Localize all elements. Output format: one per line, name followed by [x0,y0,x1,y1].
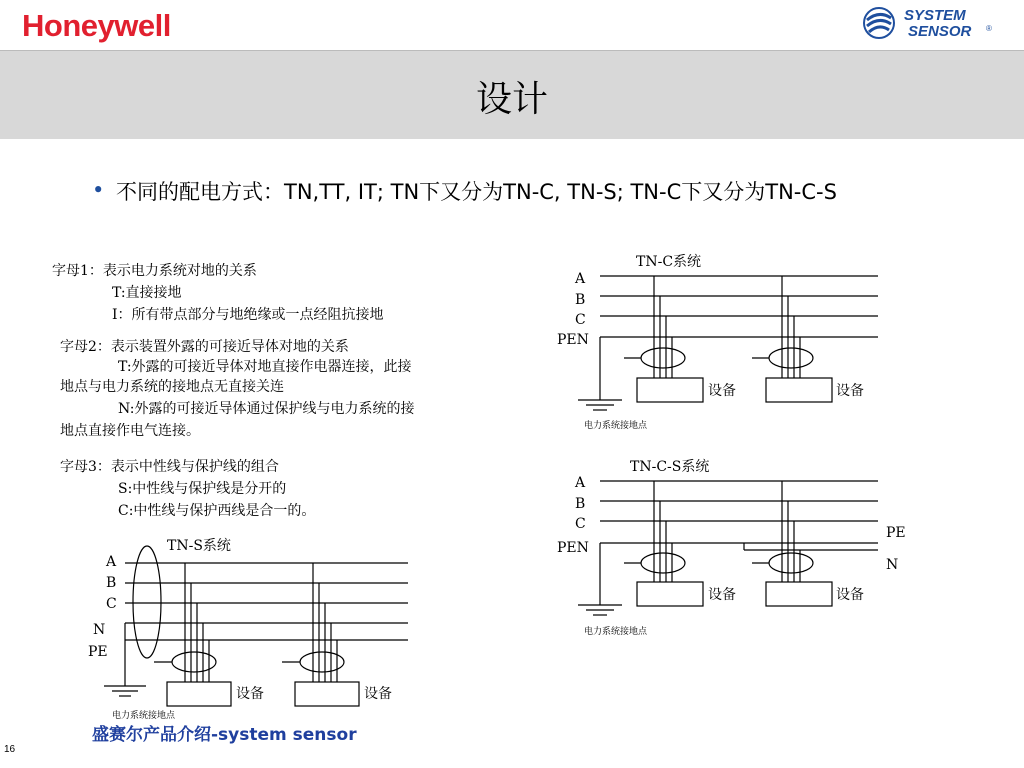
letter2-head: 字母2：表示装置外露的可接近导体对地的关系 [60,339,349,355]
tn-s-conductors [104,546,408,706]
tn-c-s-title: TN-C-S系统 [630,459,710,475]
tn-c-line-c-label: C [575,312,586,328]
tn-s-ground-label: 电力系统接地点 [112,711,176,721]
tn-c-s-line-a-label: A [575,475,586,491]
tn-c-s-line-c-label: C [575,516,586,532]
tn-c-s-pe-label: PE [886,525,906,541]
honeywell-logo: Honeywell [22,8,171,43]
bullet-marker: • [92,178,105,202]
tn-s-line-pe-label: PE [88,644,108,660]
letter2-n1: N:外露的可接近导体通过保护线与电力系统的接 [118,401,415,417]
bullet-text: 不同的配电方式：TN,TT, IT; TN下又分为TN-C, TN-S; TN-C下又分为TN-C-S [116,180,837,204]
letter2-t2: 地点与电力系统的接地点无直接关连 [60,379,284,395]
registered-mark: ® [986,24,992,33]
tn-c-device-1-label: 设备 [708,383,736,399]
tn-s-title: TN-S系统 [167,538,231,554]
letter1-i: I：所有带点部分与地绝缘或一点经阻抗接地 [112,307,384,323]
tn-c-s-line-b-label: B [575,496,586,512]
tn-s-line-n-label: N [93,622,106,638]
tn-c-ground-label: 电力系统接地点 [584,421,648,431]
tn-s-line-c-label: C [106,596,117,612]
tn-c-s-n-label: N [886,557,899,573]
tn-s-device-2-label: 设备 [364,686,392,702]
logo-word-sensor: SENSOR [908,23,972,40]
letter2-n2: 地点直接作电气连接。 [60,423,200,439]
tn-s-line-a-label: A [106,554,117,570]
page-number: 16 [4,744,16,755]
tn-s-line-b-label: B [106,575,117,591]
tn-c-s-ground-label: 电力系统接地点 [584,627,648,637]
letter3-c: C:中性线与保护西线是合一的。 [118,503,316,519]
footer-caption: 盛赛尔产品介绍-system sensor [92,725,357,745]
letter1-t: T:直接接地 [112,285,182,301]
tn-c-diagram [540,248,900,438]
letter3-head: 字母3：表示中性线与保护线的组合 [60,459,279,475]
tn-c-s-line-pen-label: PEN [557,540,589,556]
tn-c-title: TN-C系统 [636,254,702,270]
letter2-t1: T:外露的可接近导体对地直接作电器连接，此接 [118,359,412,375]
tn-c-s-diagram [540,455,910,640]
letter1-head: 字母1：表示电力系统对地的关系 [52,263,257,279]
tn-s-diagram [80,530,420,722]
tn-c-s-device-2-label: 设备 [836,587,864,603]
tn-c-s-device-1-label: 设备 [708,587,736,603]
tn-s-device-1-label: 设备 [236,686,264,702]
tn-c-line-pen-label: PEN [557,332,589,348]
system-sensor-logo [862,4,1002,44]
system-sensor-swirl-icon [862,6,896,40]
letter3-s: S:中性线与保护线是分开的 [118,481,287,497]
page-title: 设计 [475,79,548,120]
tn-c-line-b-label: B [575,292,586,308]
tn-c-device-2-label: 设备 [836,383,864,399]
tn-c-line-a-label: A [575,271,586,287]
logo-word-system: SYSTEM [904,7,966,24]
